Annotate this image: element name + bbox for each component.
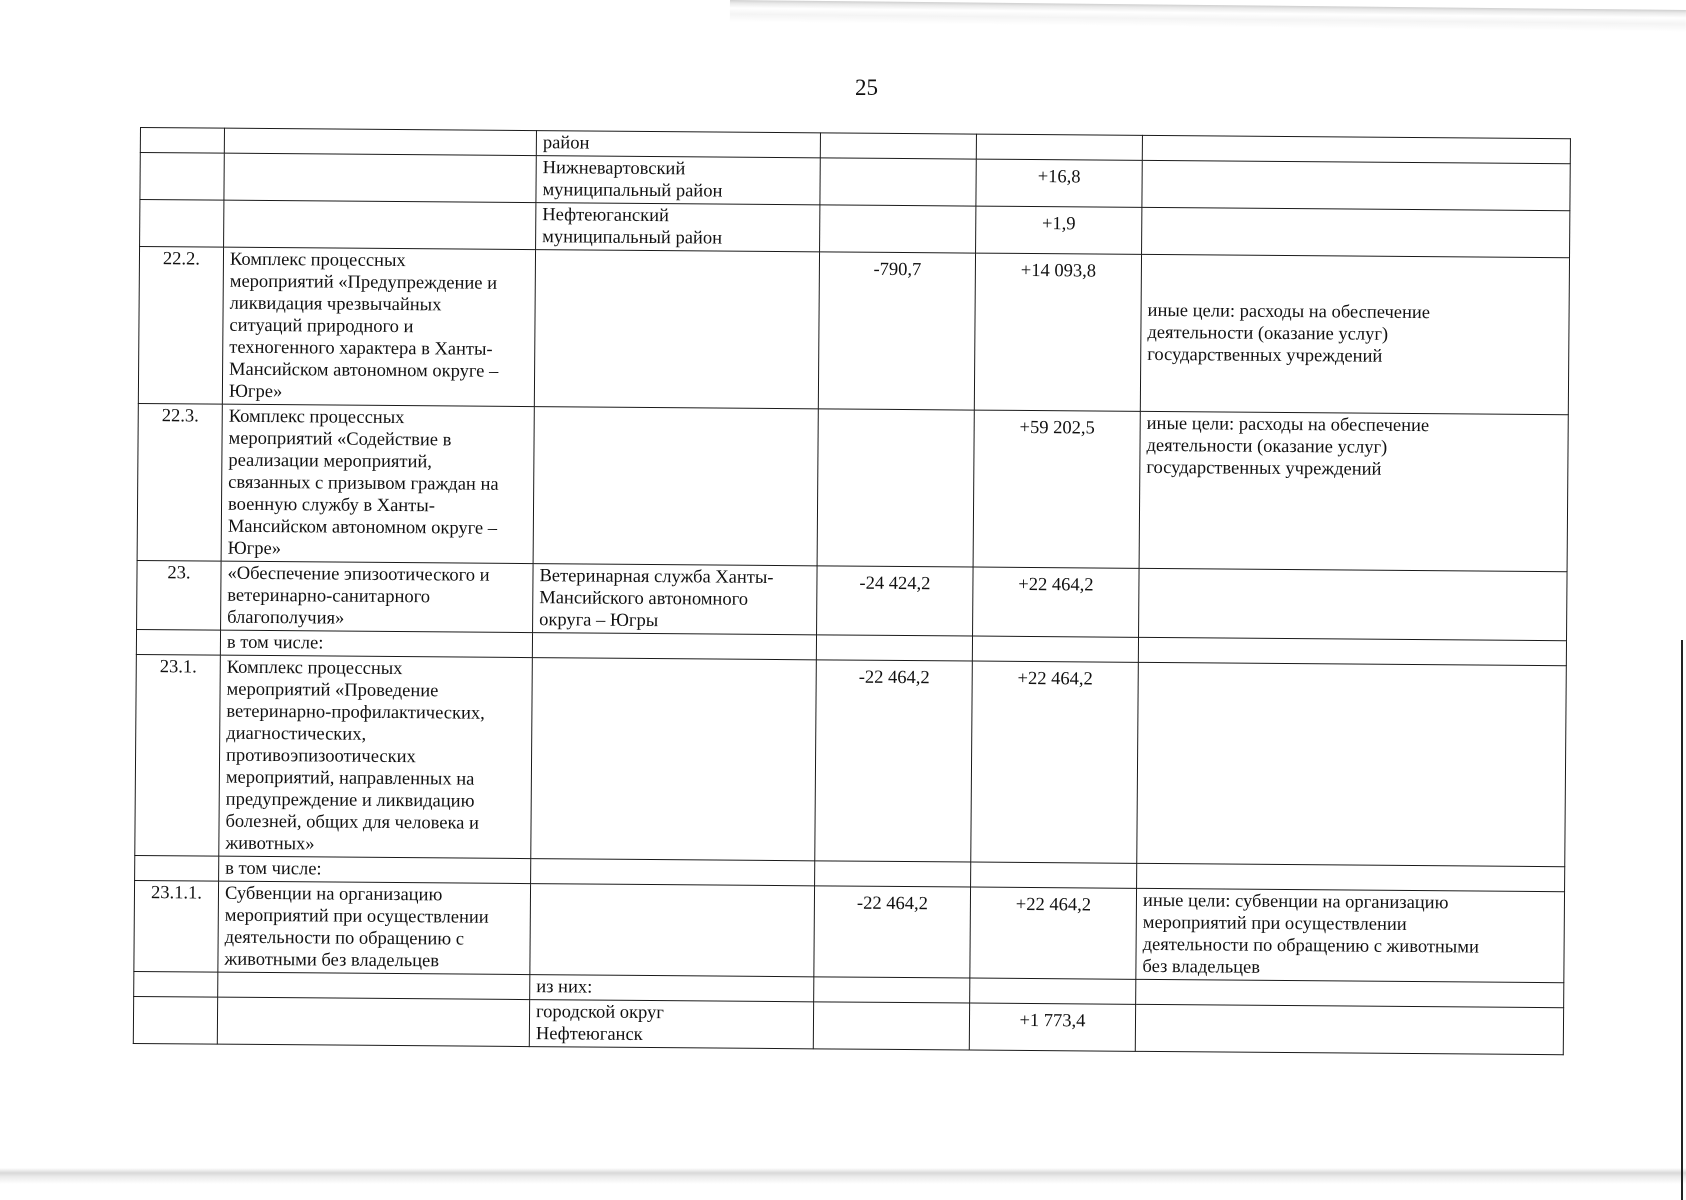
cell-value-1 [816,635,972,661]
table-row [135,654,1567,866]
cell-value-2: +16,8 [976,159,1142,207]
cell-number [140,153,224,201]
cell-value-1 [817,409,974,567]
cell-value-2 [972,636,1138,662]
table-row [138,247,1569,415]
cell-note: иные цели: расходы на обеспечение деятельности (оказание услуг) государственных учреждений [1139,411,1568,571]
cell-note [1135,1004,1563,1054]
cell-value-1 [820,158,976,206]
cell-organization [531,859,815,886]
cell-note [1139,568,1568,640]
cell-note [1142,160,1570,210]
cell-note: иные цели: расходы на обеспечение деятельности (оказание услуг) государственных учреждений [1140,254,1569,414]
cell-value-2: +1,9 [976,206,1142,254]
cell-organization [534,250,819,409]
cell-note: иные цели: субвенции на организацию мероприятий при осуществлении деятельности по обращению с животными без владельцев [1136,888,1565,982]
cell-organization: из них: [530,975,814,1002]
cell-name [217,997,529,1046]
budget-table [133,127,1571,1055]
cell-number [140,200,224,248]
cell-value-1 [820,205,976,253]
cell-note [1137,662,1567,866]
cell-organization: Нефтеюганский муниципальный район [536,203,820,252]
cell-name [218,972,530,999]
table-row [137,560,1567,640]
cell-note [1142,135,1570,163]
cell-value-2: +59 202,5 [973,410,1140,568]
scan-edge-right [1681,640,1683,1200]
page-number: 25 [855,75,878,100]
cell-name: «Обеспечение эпизоотического и ветеринарно-санитарного благополучия» [221,561,534,632]
cell-number: 23. [137,560,222,630]
cell-number: 23.1. [135,654,221,856]
cell-name: Комплекс процессных мероприятий «Предупреждение и ликвидация чрезвычайных ситуаций природного и техногенного характера в Ханты- Мансийском автономном округе – Югре» [222,247,535,406]
table-row [134,880,1565,982]
cell-number: 22.3. [137,403,222,561]
table-body [133,128,1570,1055]
cell-name: Комплекс процессных мероприятий «Проведение ветеринарно-профилактических, диагностических, противоэпизоотических мероприятий, направленных на предупреждение и ликвидацию болезней, общих для человека и животных» [219,655,533,858]
cell-organization: городской округ Нефтеюганск [529,1000,813,1049]
cell-value-1: -24 424,2 [817,566,974,636]
cell-number [133,996,217,1044]
cell-value-1: -22 464,2 [814,886,971,978]
cell-value-1 [814,977,970,1003]
cell-organization: Нижневартовский муниципальный район [536,156,820,205]
table-row [137,403,1568,571]
cell-name: Комплекс процессных мероприятий «Содействие в реализации мероприятий, связанных с призывом граждан на военную службу в Ханты- Мансийском автономном округе – Югре» [221,404,534,563]
cell-value-1: -790,7 [818,252,975,410]
cell-number [134,971,218,997]
cell-name: Субвенции на организацию мероприятий при осуществлении деятельности по обращению с животными без владельцев [218,881,531,974]
cell-note [1142,207,1570,257]
cell-value-2: +14 093,8 [974,253,1141,411]
cell-value-2 [971,862,1137,888]
cell-value-1 [820,133,976,159]
cell-value-1 [815,861,971,887]
cell-number: 22.2. [138,247,223,405]
cell-organization [533,407,818,566]
cell-organization [531,658,817,861]
scan-edge-top [730,0,1686,32]
cell-value-2: +22 464,2 [973,567,1140,637]
cell-name [224,153,536,202]
cell-number: 23.1.1. [134,880,219,972]
cell-number [135,855,219,881]
cell-value-2 [976,134,1142,160]
cell-value-1 [813,1002,969,1050]
cell-value-2: +22 464,2 [971,661,1139,863]
cell-value-2: +1 773,4 [969,1003,1135,1051]
cell-value-2: +22 464,2 [970,887,1137,979]
table-row [133,996,1563,1054]
cell-number [140,128,224,154]
cell-number [136,629,220,655]
cell-note [1137,863,1565,891]
cell-value-1: -22 464,2 [815,660,973,862]
cell-name [224,200,536,249]
cell-organization [532,633,816,660]
cell-value-2 [970,978,1136,1004]
scan-edge-bottom [0,1168,1686,1184]
cell-organization: район [536,131,820,158]
cell-organization: Ветеринарная служба Ханты- Мансийского автономного округа – Югры [533,564,818,635]
cell-name: в том числе: [220,630,532,657]
cell-organization [530,884,815,977]
cell-note [1138,637,1566,665]
cell-name [224,128,536,155]
cell-note [1136,979,1564,1007]
cell-name: в том числе: [219,856,531,883]
